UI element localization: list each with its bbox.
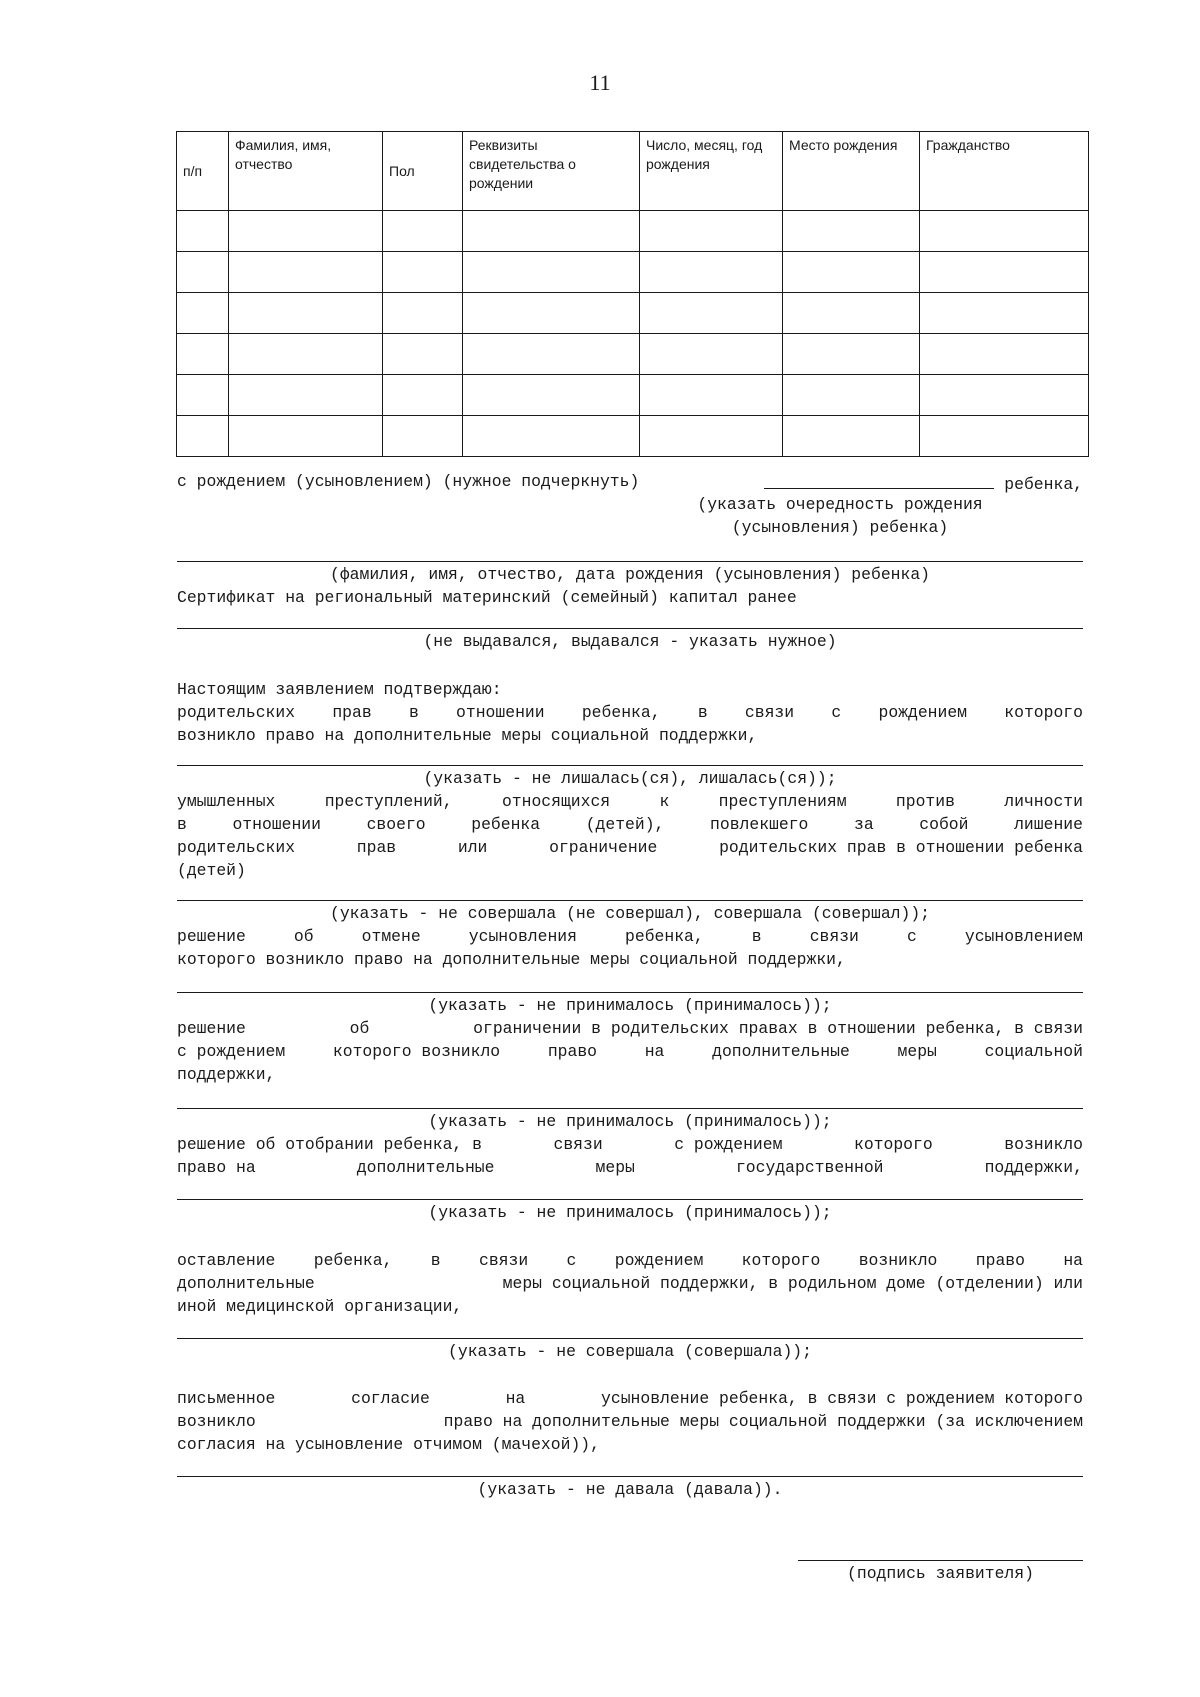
word: усыновление ребенка, в связи с рождением которого — [601, 1389, 1083, 1408]
table-cell[interactable] — [229, 375, 383, 416]
header-fio: Фамилия, имя, отчество — [229, 132, 383, 211]
word: своего — [366, 815, 426, 834]
table-cell[interactable] — [463, 252, 640, 293]
word: согласие — [351, 1389, 430, 1408]
table-cell[interactable] — [640, 375, 783, 416]
table-cell[interactable] — [463, 211, 640, 252]
word: связи — [553, 1135, 603, 1154]
table-row — [177, 211, 1089, 252]
table-cell[interactable] — [920, 211, 1089, 252]
crimes-field[interactable] — [177, 900, 1083, 901]
word: ребенка, — [313, 1251, 393, 1270]
table-row — [177, 375, 1089, 416]
word: преступлениям — [718, 792, 847, 811]
signature-field[interactable] — [798, 1560, 1083, 1561]
table-cell[interactable] — [177, 252, 229, 293]
table-cell[interactable] — [383, 334, 463, 375]
word: об — [293, 927, 314, 946]
header-citizenship: Гражданство — [920, 132, 1089, 211]
word: с рождением — [674, 1135, 783, 1154]
word: в — [430, 1251, 441, 1270]
table-cell[interactable] — [783, 293, 920, 334]
word: оставление — [177, 1251, 276, 1270]
word: усыновлением — [964, 927, 1083, 946]
word: которого — [1004, 703, 1083, 722]
word: право — [975, 1251, 1025, 1270]
word: против — [895, 792, 955, 811]
word: решение — [177, 1019, 246, 1038]
table-cell[interactable] — [920, 375, 1089, 416]
table-cell[interactable] — [640, 252, 783, 293]
word: меры социальной поддержки, в родильном доме (отделении) или — [502, 1274, 1083, 1293]
table-cell[interactable] — [640, 211, 783, 252]
item-removal — [177, 1133, 1083, 1179]
item-line: поддержки, — [177, 1065, 276, 1084]
word: умышленных — [177, 792, 276, 811]
table-cell[interactable] — [229, 252, 383, 293]
word: социальной — [984, 1042, 1083, 1061]
word: лишение — [1014, 815, 1083, 834]
birth-order-hint-1: (указать очередность рождения — [697, 495, 983, 514]
word: родительских — [177, 838, 296, 857]
word: собой — [919, 815, 969, 834]
word: которого — [741, 1251, 821, 1270]
word: с — [906, 927, 917, 946]
word: меры — [897, 1042, 937, 1061]
word: ребенка — [471, 815, 541, 834]
table-cell[interactable] — [640, 416, 783, 457]
table-cell[interactable] — [783, 334, 920, 375]
item-adoption-cancel — [177, 925, 1083, 971]
table-cell[interactable] — [920, 293, 1089, 334]
word: личности — [1004, 792, 1083, 811]
word: возникло — [1004, 1135, 1083, 1154]
item-crimes — [177, 790, 1083, 882]
table-cell[interactable] — [383, 416, 463, 457]
word: повлекшего — [710, 815, 809, 834]
word: право на дополнительные меры социальной поддержки (за исключением — [443, 1412, 1083, 1431]
word: к — [659, 792, 670, 811]
table-cell[interactable] — [383, 211, 463, 252]
word: (детей), — [585, 815, 665, 834]
word: которого — [854, 1135, 933, 1154]
abandonment-hint: (указать - не совершала (совершала)); — [448, 1342, 812, 1361]
birth-order-field[interactable] — [764, 470, 994, 489]
table-row — [177, 416, 1089, 457]
birth-order-text: с рождением (усыновлением) (нужное подчеркнуть) — [177, 472, 640, 491]
parental-rights-hint: (указать - не лишалась(ся), лишалась(ся)); — [423, 769, 837, 788]
birth-order-suffix: ребенка, — [1004, 475, 1083, 494]
confirm-intro-text: Настоящим заявлением подтверждаю: — [177, 680, 502, 699]
table-cell[interactable] — [783, 252, 920, 293]
table-row — [177, 334, 1089, 375]
word: отмене — [361, 927, 421, 946]
word: на — [505, 1389, 526, 1408]
table-cell[interactable] — [177, 334, 229, 375]
word: преступлений, — [324, 792, 453, 811]
table-header-row — [177, 132, 1089, 211]
word: меры — [595, 1158, 635, 1177]
children-table — [176, 131, 1089, 457]
word: решение об отобрании ребенка, в — [177, 1135, 482, 1154]
word: отношении — [456, 703, 545, 722]
table-cell[interactable] — [640, 334, 783, 375]
adoption-consent-field[interactable] — [177, 1476, 1083, 1477]
header-number: п/п — [177, 132, 229, 211]
word: с рождением — [177, 1042, 286, 1061]
certificate-hint: (не выдавался, выдавался - указать нужное) — [423, 632, 837, 651]
header-sex: Пол — [383, 132, 463, 211]
word: решение — [177, 927, 246, 946]
page-number: 11 — [589, 70, 611, 95]
word: ребенка, — [581, 703, 661, 722]
table-cell[interactable] — [383, 252, 463, 293]
certificate-text — [177, 586, 1083, 609]
parental-rights-field[interactable] — [177, 765, 1083, 766]
word: связи — [809, 927, 859, 946]
item-line: (детей) — [177, 861, 246, 880]
word: прав — [332, 703, 372, 722]
word: в — [177, 815, 187, 834]
certificate-label: Сертификат на региональный материнский (семейный) капитал ранее — [177, 588, 797, 607]
crimes-hint: (указать - не совершала (не совершал), совершала (совершал)); — [330, 904, 930, 923]
removal-hint: (указать - не принималось (принималось)); — [428, 1203, 832, 1222]
removal-field[interactable] — [177, 1199, 1083, 1200]
table-cell[interactable] — [783, 211, 920, 252]
item-line: которого возникло право на дополнительные меры социальной поддержки, — [177, 950, 846, 969]
confirm-intro — [177, 678, 1083, 701]
table-row — [177, 252, 1089, 293]
item-adoption-consent — [177, 1387, 1083, 1456]
item-line: иной медицинской организации, — [177, 1297, 463, 1316]
word: родительских — [177, 703, 296, 722]
adoption-cancel-field[interactable] — [177, 992, 1083, 993]
word: об — [349, 1019, 370, 1038]
word: связи — [479, 1251, 529, 1270]
table-cell[interactable] — [463, 375, 640, 416]
word: ограничение — [549, 838, 658, 857]
word: прав — [356, 838, 397, 857]
word: усыновления — [468, 927, 577, 946]
word: ограничении в родительских правах в отношении ребенка, в связи — [473, 1019, 1083, 1038]
word: на — [1063, 1251, 1083, 1270]
word: возникло — [177, 1412, 256, 1431]
table-cell[interactable] — [177, 375, 229, 416]
word: дополнительные — [177, 1274, 315, 1293]
adoption-consent-hint: (указать - не давала (давала)). — [477, 1480, 783, 1499]
table-cell[interactable] — [383, 293, 463, 334]
table-cell[interactable] — [229, 416, 383, 457]
item-line: согласия на усыновление отчимом (мачехой)), — [177, 1435, 600, 1454]
abandonment-field[interactable] — [177, 1338, 1083, 1339]
word: в — [697, 703, 708, 722]
table-cell[interactable] — [229, 334, 383, 375]
word: рождением — [614, 1251, 704, 1270]
word: в — [408, 703, 419, 722]
table-cell[interactable] — [920, 334, 1089, 375]
word: право — [547, 1042, 598, 1061]
child-fio-hint: (фамилия, имя, отчество, дата рождения (усыновления) ребенка) — [330, 565, 930, 584]
table-cell[interactable] — [463, 334, 640, 375]
item-restriction — [177, 1017, 1083, 1086]
adoption-cancel-hint: (указать - не принималось (принималось)); — [428, 996, 832, 1015]
child-fio-field[interactable] — [177, 561, 1083, 562]
word: относящихся — [501, 792, 611, 811]
birth-order-hint-2: (усыновления) ребенка) — [731, 518, 949, 537]
table-cell[interactable] — [640, 293, 783, 334]
header-birth-date: Число, месяц, год рождения — [640, 132, 783, 211]
word: государственной — [735, 1158, 884, 1177]
signature-hint: (подпись заявителя) — [847, 1564, 1034, 1583]
word: возникло — [858, 1251, 938, 1270]
table-cell[interactable] — [229, 293, 383, 334]
word: рождением — [878, 703, 968, 722]
table-cell[interactable] — [177, 416, 229, 457]
table-cell[interactable] — [463, 293, 640, 334]
word: дополнительные — [712, 1042, 850, 1061]
word: право на — [177, 1158, 256, 1177]
word: письменное — [177, 1389, 276, 1408]
table-cell[interactable] — [229, 211, 383, 252]
restriction-field[interactable] — [177, 1108, 1083, 1109]
header-certificate: Реквизиты свидетельства о рождении — [463, 132, 640, 211]
word: или — [457, 838, 488, 857]
word: на — [644, 1042, 665, 1061]
word: которого возникло — [332, 1042, 501, 1061]
item-parental-rights — [177, 701, 1083, 747]
table-cell[interactable] — [463, 416, 640, 457]
table-cell[interactable] — [177, 211, 229, 252]
word: ребенка, — [625, 927, 704, 946]
word: отношении — [232, 815, 321, 834]
table-cell[interactable] — [783, 375, 920, 416]
word: в — [751, 927, 762, 946]
table-cell[interactable] — [177, 293, 229, 334]
word: с — [566, 1251, 577, 1270]
table-cell[interactable] — [920, 416, 1089, 457]
restriction-hint: (указать - не принималось (принималось)); — [428, 1112, 832, 1131]
table-cell[interactable] — [920, 252, 1089, 293]
word: с — [831, 703, 842, 722]
word: дополнительные — [356, 1158, 495, 1177]
table-cell[interactable] — [383, 375, 463, 416]
table-cell[interactable] — [783, 416, 920, 457]
item-line: возникло право на дополнительные меры социальной поддержки, — [177, 726, 758, 745]
word: связи — [744, 703, 795, 722]
word: поддержки, — [984, 1158, 1083, 1177]
word: за — [854, 815, 874, 834]
word: родительских прав в отношении ребенка — [719, 838, 1083, 857]
table-row — [177, 293, 1089, 334]
header-birth-place: Место рождения — [783, 132, 920, 211]
item-abandonment — [177, 1249, 1083, 1318]
certificate-field[interactable] — [177, 628, 1083, 629]
